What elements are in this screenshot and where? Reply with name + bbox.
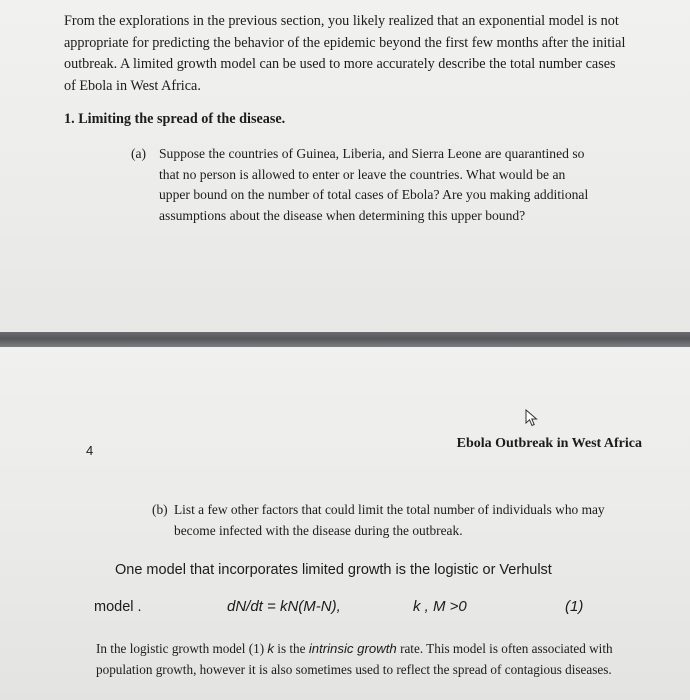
part-a-line: Suppose the countries of Guinea, Liberia, and Sierra Leone are quarantined so: [159, 146, 585, 161]
running-title: Ebola Outbreak in West Africa: [456, 436, 642, 451]
part-b-text: [174, 499, 632, 541]
closing-line-2: population growth, however it is also sometimes used to reflect the spread of contagious diseases.: [96, 662, 612, 677]
intro-paragraph: [64, 11, 654, 97]
problem-heading: 1. Limiting the spread of the disease.: [64, 111, 286, 127]
part-a-line: that no person is allowed to enter or leave the countries. What would be an: [159, 166, 566, 182]
intro-line: outbreak. A limited growth model can be used to more accurately describe the total number cases: [64, 56, 616, 72]
intrinsic-growth-term: intrinsic growth: [308, 641, 397, 656]
closing-text: rate. This model is often associated with: [400, 641, 613, 656]
part-a-line: assumptions about the disease when determining this upper bound?: [159, 207, 526, 223]
logistic-equation: dN/dt = kN(M-N),: [227, 598, 341, 615]
k-symbol: k: [267, 641, 274, 656]
closing-text: is the: [277, 641, 306, 656]
model-label: model .: [94, 599, 142, 615]
page-divider: [0, 332, 690, 347]
closing-text: In the logistic growth model (1): [96, 641, 265, 656]
intro-line: From the explorations in the previous section, you likely realized that an exponential model is not: [64, 13, 619, 29]
part-a-text: [159, 144, 641, 226]
part-a: [131, 144, 641, 226]
page-number: 4: [86, 443, 94, 458]
part-b: [152, 499, 632, 541]
intro-line: appropriate for predicting the behavior of the epidemic beyond the first few months after the initial: [64, 34, 626, 51]
intro-line: of Ebola in West Africa.: [64, 77, 201, 94]
part-a-label: (a): [131, 146, 147, 161]
mouse-pointer-icon: [525, 409, 539, 432]
parameter-constraint: k , M >0: [413, 598, 467, 615]
part-b-line: List a few other factors that could limit the total number of individuals who may: [174, 502, 605, 517]
closing-line-1: [96, 638, 656, 659]
model-intro: One model that incorporates limited growth is the logistic or Verhulst: [115, 562, 552, 578]
part-b-label: (b): [152, 502, 168, 517]
part-a-line: upper bound on the number of total cases of Ebola? Are you making additional: [159, 187, 589, 202]
closing-paragraph: [96, 638, 656, 680]
equation-number: (1): [565, 598, 584, 615]
part-b-line: become infected with the disease during the outbreak.: [174, 523, 463, 538]
